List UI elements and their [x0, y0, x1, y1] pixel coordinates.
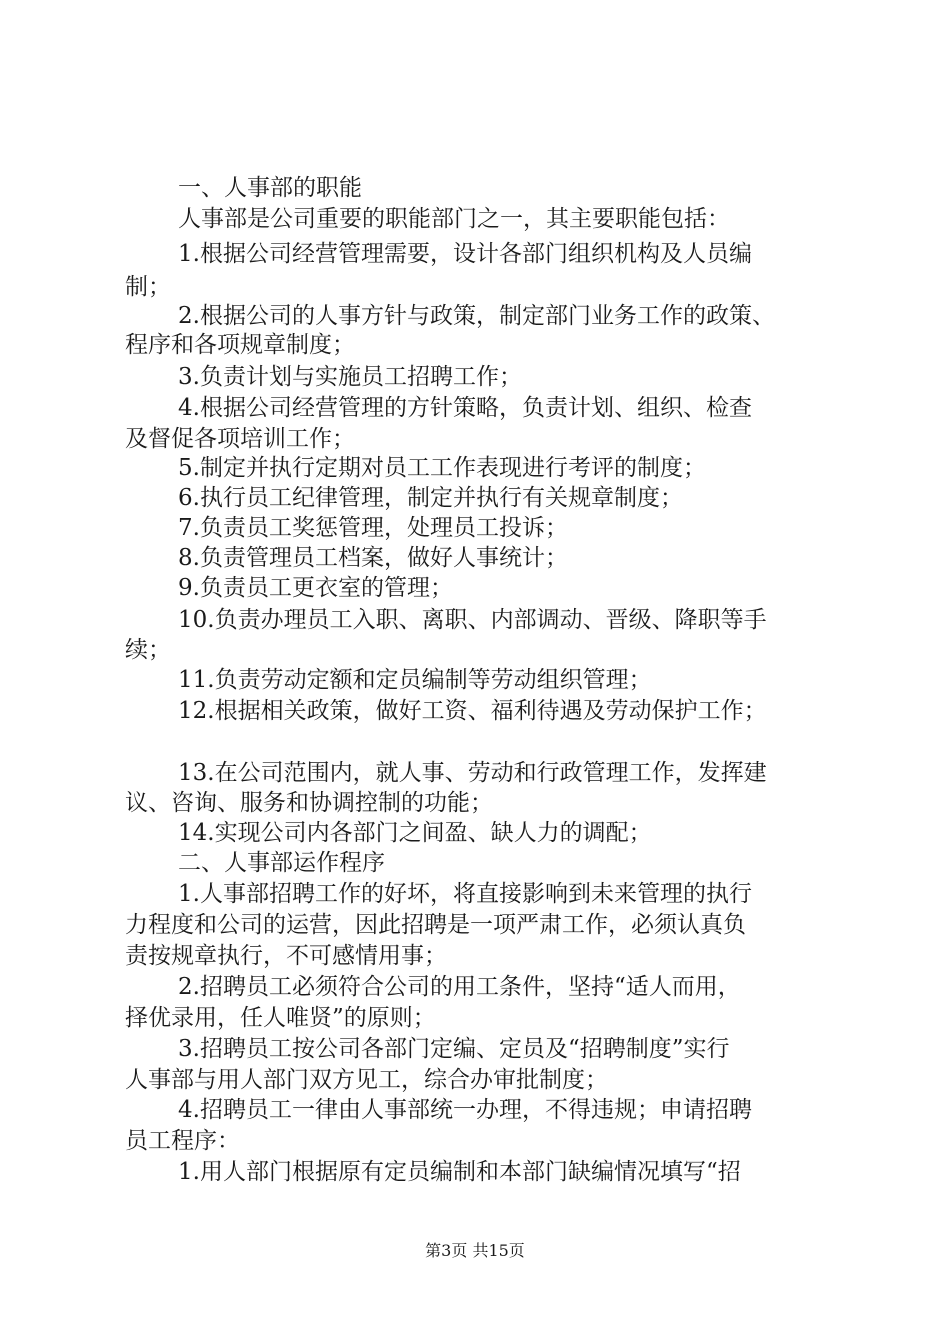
paragraph-line: 员工程序：	[125, 1128, 240, 1154]
paragraph-line: 14.实现公司内各部门之间盈、缺人力的调配；	[178, 820, 652, 846]
paragraph-line: 1.用人部门根据原有定员编制和本部门缺编情况填写“招	[178, 1159, 741, 1185]
paragraph-line: 议、咨询、服务和协调控制的功能；	[125, 790, 493, 816]
paragraph-line: 10.负责办理员工入职、离职、内部调动、晋级、降职等手	[178, 607, 767, 633]
paragraph-line: 9.负责员工更衣室的管理；	[178, 575, 453, 601]
paragraph-line: 责按规章执行，不可感情用事；	[125, 943, 447, 969]
paragraph-line: 及督促各项培训工作；	[125, 426, 355, 452]
paragraph-line: 13.在公司范围内，就人事、劳动和行政管理工作，发挥建	[178, 760, 767, 786]
paragraph-line: 2.根据公司的人事方针与政策，制定部门业务工作的政策、	[178, 303, 775, 329]
paragraph-line: 6.执行员工纪律管理，制定并执行有关规章制度；	[178, 485, 683, 511]
paragraph-line: 制；	[125, 274, 171, 300]
paragraph-line: 12.根据相关政策，做好工资、福利待遇及劳动保护工作；	[178, 698, 767, 724]
section-heading: 一、人事部的职能	[178, 175, 362, 201]
paragraph-line: 3.负责计划与实施员工招聘工作；	[178, 364, 522, 390]
paragraph-line: 1.根据公司经营管理需要，设计各部门组织机构及人员编	[178, 241, 752, 267]
paragraph-line: 4.招聘员工一律由人事部统一办理，不得违规；申请招聘	[178, 1097, 752, 1123]
paragraph-line: 1.人事部招聘工作的好坏，将直接影响到未来管理的执行	[178, 881, 752, 907]
paragraph-line: 7.负责员工奖惩管理，处理员工投诉；	[178, 515, 568, 541]
paragraph-line: 4.根据公司经营管理的方针策略，负责计划、组织、检查	[178, 395, 752, 421]
paragraph-line: 5.制定并执行定期对员工工作表现进行考评的制度；	[178, 455, 706, 481]
paragraph-line: 8.负责管理员工档案，做好人事统计；	[178, 545, 568, 571]
paragraph-line: 续；	[125, 637, 171, 663]
paragraph-line: 11.负责劳动定额和定员编制等劳动组织管理；	[178, 667, 652, 693]
paragraph-line: 程序和各项规章制度；	[125, 332, 355, 358]
paragraph-line: 人事部与用人部门双方见工，综合办审批制度；	[125, 1067, 608, 1093]
paragraph-line: 3.招聘员工按公司各部门定编、定员及“招聘制度”实行	[178, 1036, 730, 1062]
section-heading: 二、人事部运作程序	[178, 850, 385, 876]
paragraph-line: 择优录用，任人唯贤”的原则；	[125, 1005, 436, 1031]
paragraph-line: 力程度和公司的运营，因此招聘是一项严肃工作，必须认真负	[125, 912, 746, 938]
paragraph-line: 人事部是公司重要的职能部门之一，其主要职能包括：	[178, 206, 730, 232]
page-footer: 第3页 共15页	[425, 1241, 525, 1260]
paragraph-line: 2.招聘员工必须符合公司的用工条件，坚持“适人而用，	[178, 974, 741, 1000]
